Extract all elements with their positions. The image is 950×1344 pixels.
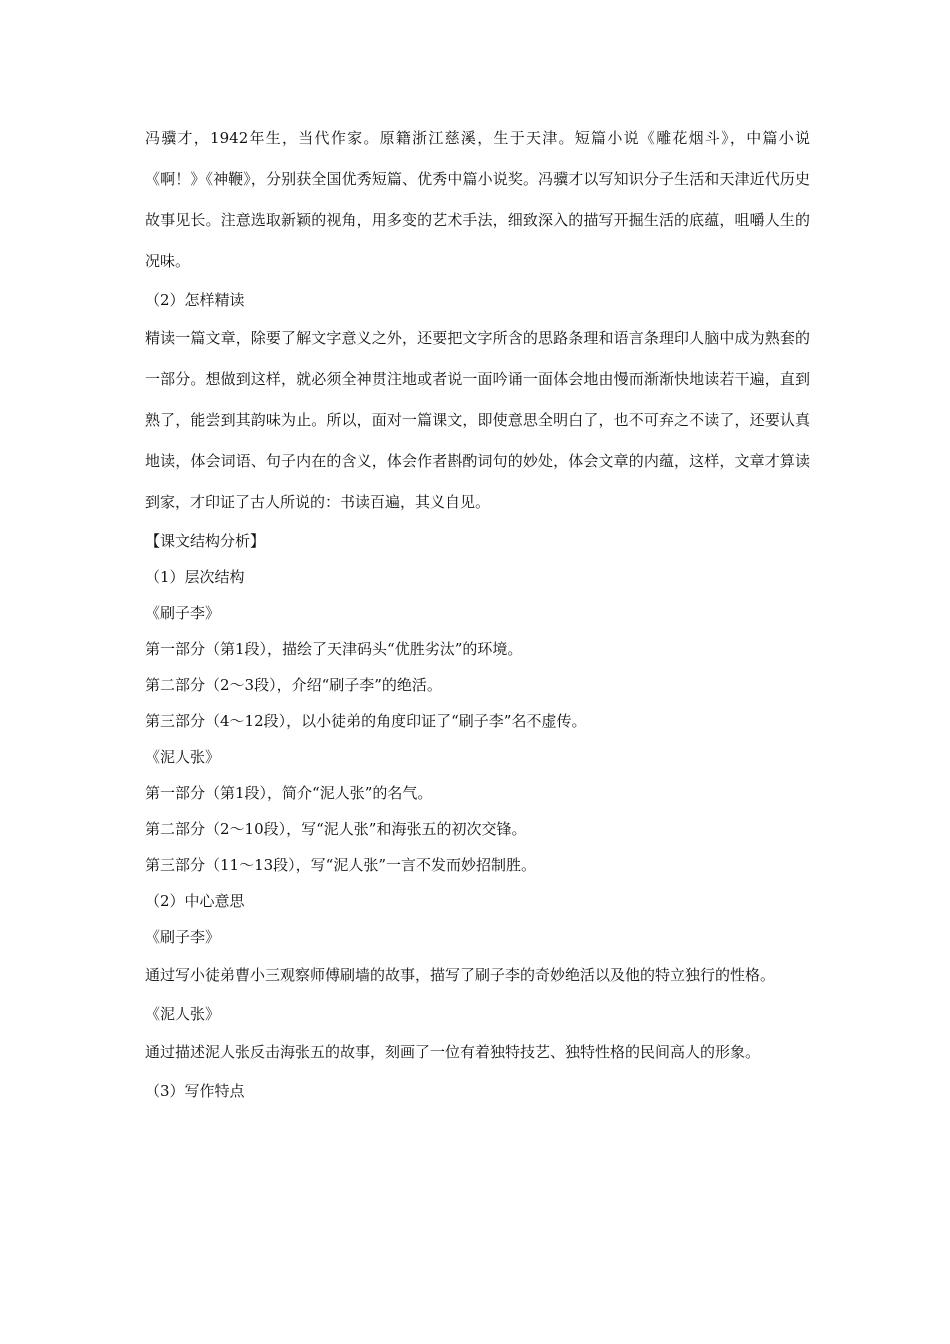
intensive-reading-paragraph: 精读一篇文章，除要了解文字意义之外，还要把文字所含的思路条理和语言条理印人脑中成为熟套的一部分。想做到这样，就必须全神贯注地或者说一面吟诵一面体会地由慢而渐渐快地读若干遍，直到熟了，能尝到其韵味为止。所以，面对一篇课文，即使意思全明白了，也不可弃之不读了，还要认真地读，体会词语、句子内在的含义，体会作者斟酌词句的妙处，体会文章的内蕴，这样，文章才算读到家，才印证了古人所说的：书读百遍，其义自见。 — [145, 329, 810, 511]
nirenzhang-central-title: 《泥人张》 — [145, 1005, 221, 1023]
nirenzhang-part-1: 第一部分（第1段），简介“泥人张”的名气。 — [145, 784, 433, 802]
writing-features-heading: （3）写作特点 — [145, 1082, 245, 1100]
nirenzhang-part-2: 第二部分（2～10段），写“泥人张”和海张五的初次交锋。 — [145, 820, 527, 838]
shuazili-part-2: 第二部分（2～3段），介绍“刷子李”的绝活。 — [145, 676, 442, 694]
nirenzhang-central-paragraph: 通过描述泥人张反击海张五的故事，刻画了一位有着独特技艺、独特性格的民间高人的形象。 — [145, 1043, 761, 1061]
author-intro-paragraph: 冯骥才，1942年生，当代作家。原籍浙江慈溪，生于天津。短篇小说《雕花烟斗》，中篇小说《啊！》《神鞭》，分别获全国优秀短篇、优秀中篇小说奖。冯骥才以写知识分子生活和天津近代历史故事见长。注意选取新颖的视角，用多变的艺术手法，细致深入的描写开掘生活的底蕴，咀嚼人生的况味。 — [145, 129, 810, 270]
shuazili-central-paragraph: 通过写小徒弟曹小三观察师傅刷墙的故事，描写了刷子李的奇妙绝活以及他的特立独行的性格。 — [145, 966, 776, 984]
document-body — [145, 118, 810, 1109]
layer-structure-heading: （1）层次结构 — [145, 568, 245, 586]
shuazili-part-1: 第一部分（第1段），描绘了天津码头“优胜劣汰”的环境。 — [145, 640, 523, 658]
intensive-reading-heading: （2）怎样精读 — [145, 291, 245, 309]
central-idea-heading: （2）中心意思 — [145, 892, 245, 910]
shuazili-title: 《刷子李》 — [145, 604, 221, 622]
nirenzhang-part-3: 第三部分（11～13段），写“泥人张”一言不发而妙招制胜。 — [145, 856, 537, 874]
shuazili-part-3: 第三部分（4～12段），以小徒弟的角度印证了“刷子李”名不虚传。 — [145, 712, 587, 730]
shuazili-central-title: 《刷子李》 — [145, 928, 221, 946]
nirenzhang-title: 《泥人张》 — [145, 748, 221, 766]
structure-analysis-heading: 【课文结构分析】 — [145, 532, 266, 550]
